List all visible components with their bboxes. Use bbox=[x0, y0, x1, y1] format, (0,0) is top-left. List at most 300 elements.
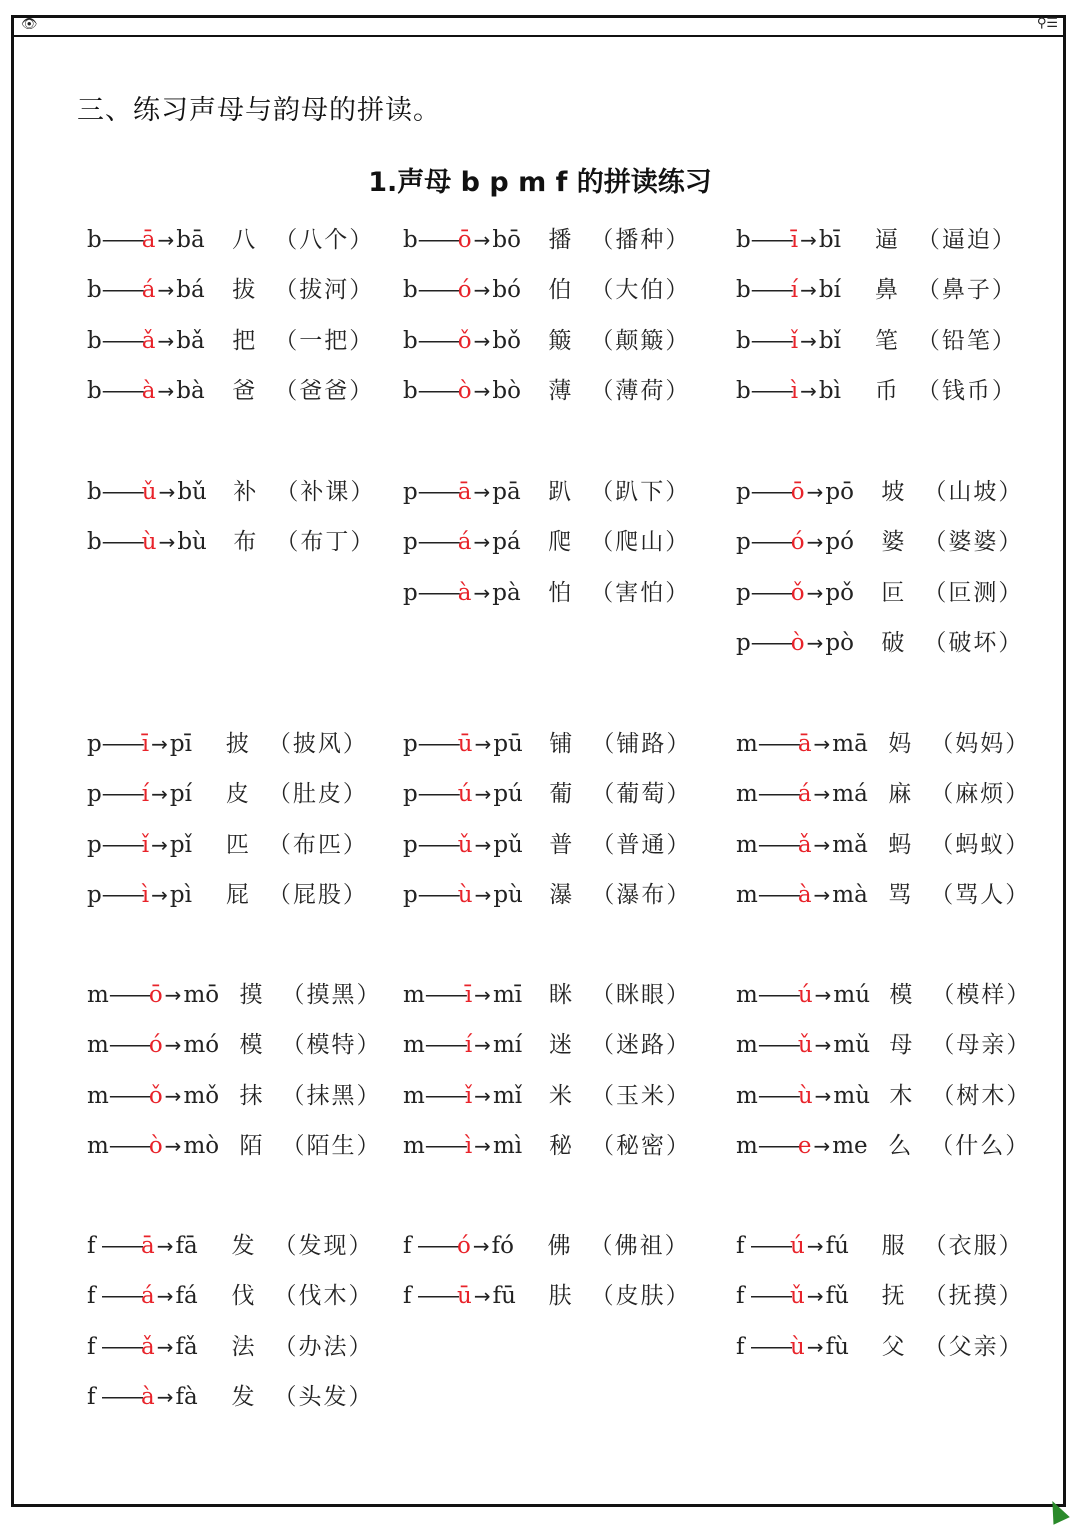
syllable: fù bbox=[825, 1333, 849, 1360]
syllable: bù bbox=[177, 529, 207, 556]
arrow-icon: → bbox=[800, 228, 817, 252]
syllable: mǒ bbox=[183, 1082, 220, 1109]
arrow-icon: → bbox=[473, 1284, 491, 1309]
syllable-row bbox=[736, 1076, 1031, 1116]
dash: —— bbox=[101, 277, 142, 304]
character: 拔 bbox=[232, 277, 256, 304]
arrow-icon: → bbox=[156, 1284, 174, 1309]
syllable: fǔ bbox=[825, 1283, 849, 1310]
example-word: （抹黑） bbox=[281, 1082, 382, 1109]
character: 伐 bbox=[231, 1283, 255, 1310]
syllable-row bbox=[403, 724, 691, 764]
syllable: pí bbox=[169, 781, 192, 808]
dash: —— bbox=[750, 1283, 790, 1310]
character: 叵 bbox=[881, 579, 905, 606]
initial: b bbox=[87, 529, 102, 556]
final: ǒ bbox=[790, 579, 805, 606]
syllable: mà bbox=[832, 881, 868, 908]
example-word: （爸爸） bbox=[274, 377, 375, 404]
final: ǎ bbox=[141, 327, 156, 354]
syllable-row bbox=[736, 522, 1023, 562]
initial: f bbox=[736, 1333, 745, 1360]
character: 布 bbox=[233, 529, 257, 556]
syllable: fú bbox=[825, 1233, 849, 1259]
character: 麻 bbox=[888, 781, 912, 808]
character: 发 bbox=[231, 1383, 255, 1410]
character: 眯 bbox=[548, 982, 572, 1008]
initial: p bbox=[403, 731, 418, 757]
initial: p bbox=[736, 479, 751, 505]
example-word: （一把） bbox=[274, 327, 375, 354]
syllable-row bbox=[403, 371, 690, 411]
initial: m bbox=[736, 781, 758, 808]
section-heading: 三、练习声母与韵母的拼读。 bbox=[77, 95, 441, 126]
dash: —— bbox=[757, 881, 798, 908]
arrow-icon: → bbox=[474, 782, 492, 807]
syllable: pì bbox=[169, 881, 192, 908]
dash: —— bbox=[417, 781, 458, 808]
initial: f bbox=[87, 1383, 96, 1410]
syllable: pū bbox=[493, 731, 523, 757]
arrow-icon: → bbox=[156, 1334, 174, 1359]
syllable-row bbox=[736, 1276, 1024, 1316]
character: 爸 bbox=[232, 377, 256, 404]
example-word: （披风） bbox=[267, 731, 368, 757]
character: 怕 bbox=[548, 579, 572, 606]
example-word: （皮肤） bbox=[590, 1283, 691, 1310]
dash: —— bbox=[108, 1132, 149, 1159]
syllable-row bbox=[403, 774, 691, 814]
dash: —— bbox=[750, 377, 791, 404]
character: 陌 bbox=[239, 1132, 263, 1159]
syllable: bí bbox=[818, 277, 841, 304]
final: í bbox=[464, 1032, 473, 1059]
example-word: （头发） bbox=[273, 1383, 374, 1410]
example-word: （妈妈） bbox=[930, 731, 1031, 757]
syllable: mù bbox=[833, 1082, 871, 1109]
initial: b bbox=[403, 377, 418, 404]
syllable: fá bbox=[175, 1283, 198, 1310]
dash: —— bbox=[757, 781, 798, 808]
dash: —— bbox=[417, 579, 458, 606]
syllable-row bbox=[403, 573, 690, 613]
dash: —— bbox=[424, 1032, 465, 1059]
initial: m bbox=[736, 881, 758, 908]
syllable: bǎ bbox=[176, 327, 205, 354]
dash: —— bbox=[750, 529, 791, 556]
arrow-icon: → bbox=[157, 378, 175, 403]
example-word: （佛祖） bbox=[589, 1233, 690, 1259]
character: 摸 bbox=[239, 982, 263, 1008]
syllable-row bbox=[87, 1226, 373, 1266]
arrow-icon: → bbox=[157, 278, 175, 303]
initial: m bbox=[736, 731, 758, 757]
dash: —— bbox=[101, 831, 142, 858]
syllable-row bbox=[87, 1276, 373, 1316]
syllable: mò bbox=[183, 1132, 220, 1159]
syllable-row bbox=[736, 1126, 1030, 1166]
eye-icon[interactable]: 👁 bbox=[21, 17, 38, 32]
syllable: bǔ bbox=[177, 479, 207, 505]
initial: p bbox=[403, 881, 418, 908]
example-word: （麻烦） bbox=[930, 781, 1031, 808]
final: ī bbox=[464, 982, 473, 1008]
dash: —— bbox=[101, 227, 142, 253]
example-word: （模样） bbox=[931, 982, 1032, 1008]
syllable: pá bbox=[492, 529, 521, 556]
arrow-icon: → bbox=[164, 1083, 182, 1108]
final: ì bbox=[141, 881, 150, 908]
character: 迷 bbox=[548, 1032, 572, 1059]
final: ǎ bbox=[797, 831, 812, 858]
initial: m bbox=[87, 1132, 109, 1159]
example-word: （铺路） bbox=[591, 731, 692, 757]
dash: —— bbox=[750, 629, 791, 656]
final: ū bbox=[457, 731, 473, 757]
syllable: mó bbox=[183, 1032, 220, 1059]
syllable-row bbox=[736, 975, 1031, 1015]
character: 米 bbox=[548, 1082, 572, 1109]
example-word: （害怕） bbox=[590, 579, 691, 606]
character: 补 bbox=[233, 479, 257, 505]
final: à bbox=[141, 1383, 155, 1410]
initial: m bbox=[736, 1082, 758, 1109]
syllable: bǐ bbox=[818, 327, 841, 354]
character: 爬 bbox=[548, 529, 572, 556]
initial: b bbox=[87, 377, 102, 404]
example-word: （父亲） bbox=[923, 1333, 1024, 1360]
example-word: （普通） bbox=[591, 831, 692, 858]
syllable-row bbox=[736, 220, 1017, 260]
example-word: （布匹） bbox=[267, 831, 368, 858]
syllable: pù bbox=[493, 881, 523, 908]
character: 匹 bbox=[225, 831, 249, 858]
character: 薄 bbox=[548, 377, 572, 404]
syllable-row bbox=[87, 875, 368, 915]
initial: b bbox=[87, 479, 102, 505]
final: ò bbox=[148, 1132, 163, 1159]
final: ā bbox=[457, 479, 472, 505]
character: 么 bbox=[888, 1132, 912, 1159]
example-word: （蚂蚁） bbox=[930, 831, 1031, 858]
initial: p bbox=[403, 579, 418, 606]
example-word: （迷路） bbox=[590, 1032, 691, 1059]
example-word: （补课） bbox=[275, 479, 376, 505]
arrow-icon: → bbox=[474, 983, 491, 1007]
initial: f bbox=[736, 1283, 745, 1310]
dash: —— bbox=[417, 377, 458, 404]
arrow-icon: → bbox=[474, 732, 492, 756]
syllable: pà bbox=[492, 579, 521, 606]
syllable-row bbox=[403, 875, 691, 915]
character: 播 bbox=[548, 227, 572, 253]
arrow-icon: → bbox=[813, 882, 831, 907]
arrow-icon: → bbox=[474, 1083, 491, 1108]
final: ǔ bbox=[790, 1283, 805, 1310]
syllable: mǐ bbox=[492, 1082, 523, 1109]
syllable-row bbox=[736, 371, 1017, 411]
example-word: （拔河） bbox=[274, 277, 375, 304]
example-word: （秘密） bbox=[590, 1132, 691, 1159]
initial: m bbox=[403, 1132, 425, 1159]
syllable: bō bbox=[492, 227, 521, 253]
character: 币 bbox=[874, 377, 898, 404]
character: 父 bbox=[881, 1333, 905, 1360]
initial: m bbox=[87, 1082, 109, 1109]
syllable: mú bbox=[833, 982, 871, 1008]
final: ú bbox=[457, 781, 473, 808]
example-word: （屁股） bbox=[267, 881, 368, 908]
arrow-icon: → bbox=[156, 1234, 174, 1258]
initial: b bbox=[736, 277, 751, 304]
arrow-icon: → bbox=[474, 882, 492, 907]
arrow-icon: → bbox=[151, 882, 168, 907]
example-word: （破坏） bbox=[923, 629, 1024, 656]
syllable-row bbox=[403, 522, 690, 562]
final: ǒ bbox=[457, 327, 472, 354]
initial: p bbox=[87, 731, 102, 757]
dash: —— bbox=[424, 1082, 465, 1109]
final: á bbox=[457, 529, 472, 556]
final: à bbox=[797, 881, 812, 908]
dash: —— bbox=[101, 1333, 141, 1360]
syllable-row bbox=[87, 270, 374, 310]
dash: —— bbox=[424, 982, 465, 1008]
dash: —— bbox=[750, 479, 791, 505]
initial: p bbox=[403, 781, 418, 808]
initial: p bbox=[87, 831, 102, 858]
syllable: fā bbox=[175, 1233, 198, 1259]
final: ǔ bbox=[457, 831, 473, 858]
initial: m bbox=[403, 1082, 425, 1109]
final: ú bbox=[790, 1233, 805, 1259]
syllable: fǎ bbox=[175, 1333, 198, 1360]
syllable-row bbox=[403, 825, 691, 865]
character: 模 bbox=[239, 1032, 263, 1059]
dash: —— bbox=[757, 982, 798, 1008]
arrow-icon: → bbox=[813, 732, 831, 756]
arrow-icon: → bbox=[474, 1033, 491, 1058]
arrow-icon: → bbox=[164, 1033, 182, 1058]
syllable: fū bbox=[492, 1283, 516, 1310]
initial: f bbox=[403, 1283, 412, 1310]
example-word: （模特） bbox=[281, 1032, 382, 1059]
arrow-icon: → bbox=[157, 328, 175, 353]
syllable-row bbox=[87, 371, 374, 411]
dash: —— bbox=[101, 1233, 141, 1259]
final: ǐ bbox=[464, 1082, 473, 1109]
initial: p bbox=[87, 781, 102, 808]
arrow-icon: → bbox=[164, 1133, 182, 1158]
character: 坡 bbox=[881, 479, 905, 505]
final: ó bbox=[457, 1233, 471, 1259]
character: 蚂 bbox=[888, 831, 912, 858]
arrow-icon: → bbox=[813, 832, 831, 857]
character: 普 bbox=[549, 831, 573, 858]
initial: b bbox=[87, 277, 102, 304]
syllable: pǒ bbox=[825, 579, 854, 606]
final: ú bbox=[797, 982, 813, 1008]
search-list-icons[interactable]: ⚲☰ bbox=[1036, 16, 1058, 31]
syllable: bó bbox=[492, 277, 521, 304]
syllable: mí bbox=[492, 1032, 523, 1059]
example-word: （铅笔） bbox=[916, 327, 1017, 354]
arrow-icon: → bbox=[473, 328, 491, 353]
example-word: （葡萄） bbox=[591, 781, 692, 808]
example-word: （婆婆） bbox=[923, 529, 1024, 556]
syllable-row bbox=[87, 975, 381, 1015]
syllable-row bbox=[87, 1076, 381, 1116]
example-word: （爬山） bbox=[590, 529, 691, 556]
final: ì bbox=[790, 377, 799, 404]
arrow-icon: → bbox=[164, 983, 182, 1007]
arrow-icon: → bbox=[474, 832, 492, 857]
syllable: bà bbox=[176, 377, 205, 404]
final: ō bbox=[148, 982, 163, 1008]
character: 肤 bbox=[548, 1283, 572, 1310]
final: ó bbox=[457, 277, 472, 304]
initial: m bbox=[736, 982, 758, 1008]
syllable: má bbox=[832, 781, 868, 808]
arrow-icon: → bbox=[806, 1284, 824, 1309]
syllable-row bbox=[736, 321, 1017, 361]
initial: b bbox=[403, 327, 418, 354]
syllable-row bbox=[403, 1226, 690, 1266]
character: 木 bbox=[889, 1082, 913, 1109]
syllable-row bbox=[736, 472, 1023, 512]
initial: m bbox=[403, 1032, 425, 1059]
final: ó bbox=[148, 1032, 163, 1059]
dash: —— bbox=[101, 1283, 141, 1310]
syllable-row bbox=[87, 1126, 381, 1166]
final: à bbox=[457, 579, 472, 606]
arrow-icon: → bbox=[473, 228, 491, 252]
initial: p bbox=[403, 831, 418, 858]
syllable-row bbox=[87, 321, 374, 361]
example-word: （玉米） bbox=[590, 1082, 691, 1109]
character: 铺 bbox=[549, 731, 573, 757]
final: ò bbox=[457, 377, 472, 404]
example-word: （衣服） bbox=[923, 1233, 1024, 1259]
initial: m bbox=[87, 1032, 109, 1059]
final: ǔ bbox=[141, 479, 157, 505]
final: ō bbox=[457, 227, 472, 253]
example-word: （肚皮） bbox=[267, 781, 368, 808]
final: ā bbox=[141, 1233, 155, 1259]
example-word: （鼻子） bbox=[916, 277, 1017, 304]
character: 秘 bbox=[548, 1132, 572, 1159]
example-word: （逼迫） bbox=[916, 227, 1017, 253]
syllable: pó bbox=[825, 529, 854, 556]
example-word: （瀑布） bbox=[591, 881, 692, 908]
arrow-icon: → bbox=[806, 630, 824, 655]
syllable: me bbox=[832, 1132, 868, 1159]
final: ǎ bbox=[141, 1333, 155, 1360]
example-word: （八个） bbox=[274, 227, 375, 253]
syllable-row bbox=[403, 321, 690, 361]
character: 趴 bbox=[548, 479, 572, 505]
arrow-icon: → bbox=[813, 782, 831, 807]
character: 母 bbox=[889, 1032, 913, 1059]
syllable: bì bbox=[818, 377, 841, 404]
dash: —— bbox=[750, 1333, 790, 1360]
character: 抚 bbox=[881, 1283, 905, 1310]
example-word: （抚摸） bbox=[923, 1283, 1024, 1310]
syllable-row bbox=[403, 270, 690, 310]
initial: p bbox=[736, 579, 751, 606]
example-word: （发现） bbox=[273, 1233, 374, 1259]
dash: —— bbox=[417, 1283, 457, 1310]
example-word: （骂人） bbox=[930, 881, 1031, 908]
final: ā bbox=[141, 227, 156, 253]
character: 八 bbox=[232, 227, 256, 253]
dash: —— bbox=[750, 327, 791, 354]
dash: —— bbox=[757, 1132, 798, 1159]
arrow-icon: → bbox=[473, 480, 491, 504]
initial: f bbox=[87, 1333, 96, 1360]
initial: p bbox=[736, 529, 751, 556]
initial: m bbox=[736, 1132, 758, 1159]
initial: f bbox=[87, 1283, 96, 1310]
arrow-icon: → bbox=[813, 1133, 831, 1158]
initial: p bbox=[736, 629, 751, 656]
character: 佛 bbox=[547, 1233, 571, 1259]
syllable: fó bbox=[491, 1233, 514, 1259]
top-toolbar bbox=[11, 15, 1066, 37]
initial: p bbox=[87, 881, 102, 908]
example-word: （树木） bbox=[931, 1082, 1032, 1109]
dash: —— bbox=[757, 831, 798, 858]
example-word: （什么） bbox=[930, 1132, 1031, 1159]
arrow-icon: → bbox=[814, 983, 832, 1007]
syllable: bǒ bbox=[492, 327, 521, 354]
initial: m bbox=[87, 982, 109, 1008]
syllable-row bbox=[87, 1377, 373, 1417]
syllable: mī bbox=[492, 982, 523, 1008]
dash: —— bbox=[757, 731, 798, 757]
syllable-row bbox=[87, 522, 375, 562]
character: 笔 bbox=[874, 327, 898, 354]
dash: —— bbox=[417, 1233, 457, 1259]
final: ù bbox=[141, 529, 157, 556]
final: í bbox=[790, 277, 799, 304]
example-word: （布丁） bbox=[275, 529, 376, 556]
dash: —— bbox=[101, 479, 142, 505]
example-word: （播种） bbox=[590, 227, 691, 253]
final: ī bbox=[790, 227, 799, 253]
arrow-icon: → bbox=[151, 732, 168, 756]
syllable: bī bbox=[818, 227, 841, 253]
syllable-row bbox=[736, 724, 1030, 764]
character: 发 bbox=[231, 1233, 255, 1259]
syllable: pō bbox=[825, 479, 854, 505]
character: 骂 bbox=[888, 881, 912, 908]
dash: —— bbox=[108, 1032, 149, 1059]
final: ù bbox=[457, 881, 473, 908]
arrow-icon: → bbox=[806, 1234, 824, 1258]
final: ò bbox=[790, 629, 805, 656]
exercise-title: 1.声母 b p m f 的拼读练习 bbox=[368, 167, 712, 198]
syllable-row bbox=[87, 1025, 381, 1065]
dash: —— bbox=[757, 1032, 798, 1059]
final: á bbox=[141, 277, 156, 304]
dash: —— bbox=[750, 227, 791, 253]
syllable: pā bbox=[492, 479, 521, 505]
initial: b bbox=[736, 227, 751, 253]
character: 披 bbox=[225, 731, 249, 757]
character: 抹 bbox=[239, 1082, 263, 1109]
syllable-row bbox=[403, 1126, 691, 1166]
